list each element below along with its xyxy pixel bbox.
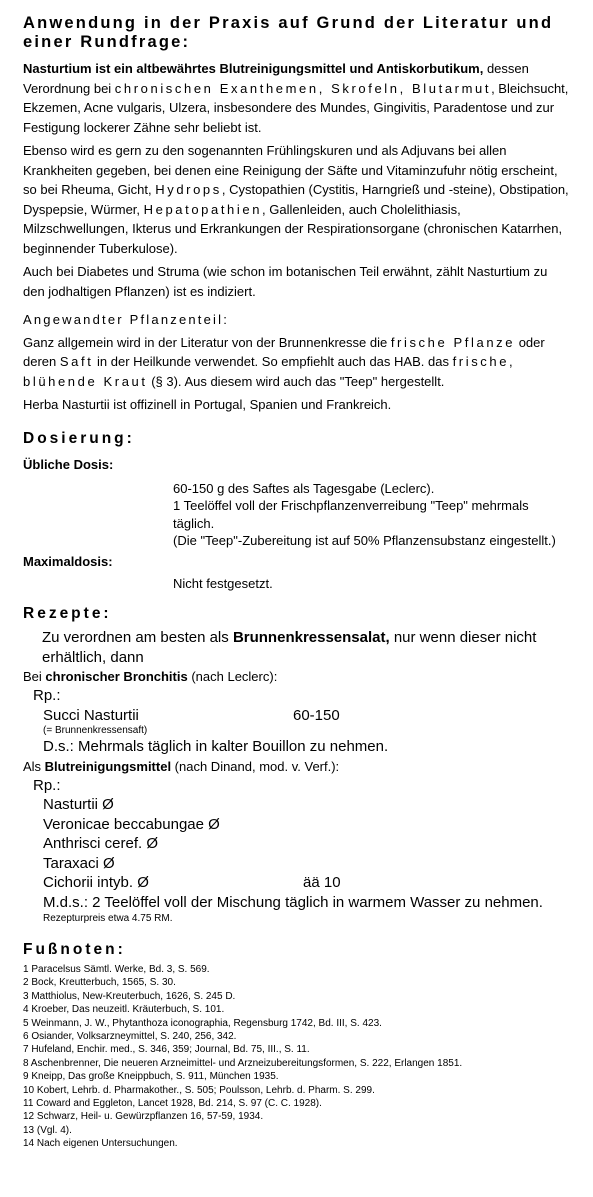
recipes-heading: Rezepte: [23, 605, 112, 622]
spaced-emphasis: Saft [59, 354, 94, 369]
spaced-emphasis: frische, blühende Kraut [23, 354, 516, 389]
spaced-emphasis: Hepatopathien [143, 201, 263, 217]
footnote: 8 Aschenbrenner, Die neueren Arzneimittel- und Arzneizubereitungsformen, S. 222, Erlangen 1851. [23, 1057, 463, 1069]
footnote: 3 Matthiolus, New-Kreuterbuch, 1626, S. 245 D. [23, 990, 236, 1002]
recipe-2-item: Nasturtii Ø [43, 796, 114, 813]
recipe-2-item: Taraxaci Ø [43, 854, 115, 872]
footnote: 13 (Vgl. 4). [23, 1124, 72, 1136]
footnote-list [23, 963, 569, 1151]
dosage-heading: Dosierung: [23, 429, 135, 447]
recipe-2-amount: ää 10 [303, 874, 341, 891]
recipe-2-mds: M.d.s.: 2 Teelöffel voll der Mischung täglich in warmem Wasser zu nehmen. [43, 893, 543, 911]
footnote: 4 Kroeber, Das neuzeitl. Kräuterbuch, S. 101. [23, 1004, 225, 1016]
recipe-2-item: Anthrisci ceref. Ø [43, 835, 159, 852]
footnote: 1 Paracelsus Sämtl. Werke, Bd. 3, S. 569. [23, 964, 210, 975]
footnote: 7 Hufeland, Enchir. med., S. 346, 359; Journal, Bd. 75, III., S. 11. [23, 1044, 310, 1056]
spaced-emphasis: Hydrops [155, 182, 222, 197]
recipe-1-note: (= Brunnenkressensaft) [43, 725, 148, 736]
recipe-1-item: Succi Nasturtii 60-150 [43, 706, 340, 724]
footnote: 14 Nach eigenen Untersuchungen. [23, 1138, 178, 1150]
usual-dose-label: Übliche Dosis: [23, 456, 114, 472]
footnote: 2 Bock, Kreutterbuch, 1565, S. 30. [23, 977, 176, 989]
dose-line: 60-150 g des Saftes als Tagesgabe (Leclerc). [173, 480, 435, 496]
recipe-1-title: Bei chronischer Bronchitis (nach Leclerc): [23, 669, 278, 684]
max-dose-label: Maximaldosis: [23, 553, 113, 569]
paragraph-plant-part: Ganz allgemein wird in der Literatur von der Brunnenkresse die frische Pflanze oder deren Saft in der Heilkunde verwendet. So empfiehlt auch das HAB. das frische, blühende Kraut (§ 3). Aus diesem wird auch das "Teep" hergestellt. [23, 334, 545, 389]
recipes-intro: Zu verordnen am besten als Brunnenkressensalat, nur wenn dieser nicht erhältlich, dann [42, 629, 537, 666]
footnote: 6 Osiander, Volksarzneymittel, S. 240, 256, 342. [23, 1031, 237, 1043]
footnotes-heading: Fußnoten: [23, 941, 126, 958]
recipe-2-item: Veronicae beccabungae Ø [43, 815, 220, 833]
recipe-2-item: Cichorii intyb. Ø ää 10 [43, 874, 341, 891]
paragraph-officinal: Herba Nasturtii ist offizinell in Portugal, Spanien und Frankreich. [23, 397, 392, 412]
usual-dose-values [23, 480, 569, 550]
spaced-emphasis: chronischen Exanthemen, Skrofeln, Blutarmut [114, 80, 492, 96]
recipe-1-rp: Rp.: [33, 687, 61, 704]
recipe-2-rp: Rp.: [33, 776, 61, 794]
paragraph-spring-cures: Ebenso wird es gern zu den sogenannten Frühlingskuren und als Adjuvans bei allen Krankheiten gegeben, bei denen eine Reinigung der Säfte und Vitaminzufuhr nötig erscheint, so bei Rheuma, Gicht, Hydrops, Cystopathien (Cystitis, Harngrieß und -steine), Obstipation, Dyspepsie, Würmer, Hepatopathien, Gallenleiden, auch Cholelithiasis, Milzschwellungen, Ikterus und Erkrankungen der Respirationsorgane (chronischen Katarrhen, beginnender Tuberkulose). [23, 143, 569, 256]
dose-line: (Die "Teep"-Zubereitung ist auf 50% Pflanzensubstanz eingestellt.) [173, 533, 556, 548]
footnote: 12 Schwarz, Heil- u. Gewürzpflanzen 16, 57-59, 1934. [23, 1111, 264, 1123]
lead-sentence: Nasturtium ist ein altbewährtes Blutreinigungsmittel und Antiskorbutikum, [23, 61, 484, 76]
footnote: 10 Kobert, Lehrb. d. Pharmakother., S. 505; Poulsson, Lehrb. d. Pharm. S. 299. [23, 1084, 375, 1096]
footnote: 11 Coward and Eggleton, Lancet 1928, Bd. 214, S. 97 (C. C. 1928). [23, 1098, 322, 1110]
footnote: 5 Weinmann, J. W., Phytanthoza iconographia, Regensburg 1742, Bd. III, S. 423. [23, 1017, 382, 1029]
recipe-2-title: Als Blutreinigungsmittel (nach Dinand, mod. v. Verf.): [23, 758, 340, 774]
page-title: Anwendung in der Praxis auf Grund der Literatur und einer Rundfrage: [23, 14, 554, 51]
footnote: 9 Kneipp, Das große Kneippbuch, S. 911, München 1935. [23, 1071, 279, 1083]
recipe-1-ds: D.s.: Mehrmals täglich in kalter Bouillon zu nehmen. [43, 738, 389, 755]
paragraph-blood-purifier: Nasturtium ist ein altbewährtes Blutreinigungsmittel und Antiskorbutikum, dessen Verordnung bei chronischen Exanthemen, Skrofeln, Blutarmut, Bleichsucht, Ekzemen, Acne vulgaris, Ulzera, insbesondere des Mundes, Gingivitis, Paradentose und zur Festigung lockerer Zähne sehr beliebt ist. [23, 61, 569, 135]
spaced-emphasis: frische Pflanze [390, 334, 516, 350]
max-dose-value: Nicht festgesetzt. [173, 575, 273, 591]
recipe-2-price: Rezepturpreis etwa 4.75 RM. [43, 913, 173, 924]
paragraph-diabetes: Auch bei Diabetes und Struma (wie schon im botanischen Teil erwähnt, zählt Nasturtium zu den jodhaltigen Pflanzen) ist es indiziert. [23, 264, 548, 299]
plant-part-heading: Angewandter Pflanzenteil: [23, 312, 230, 327]
dose-line: 1 Teelöffel voll der Frischpflanzenverreibung "Teep" mehrmals täglich. [173, 498, 529, 531]
